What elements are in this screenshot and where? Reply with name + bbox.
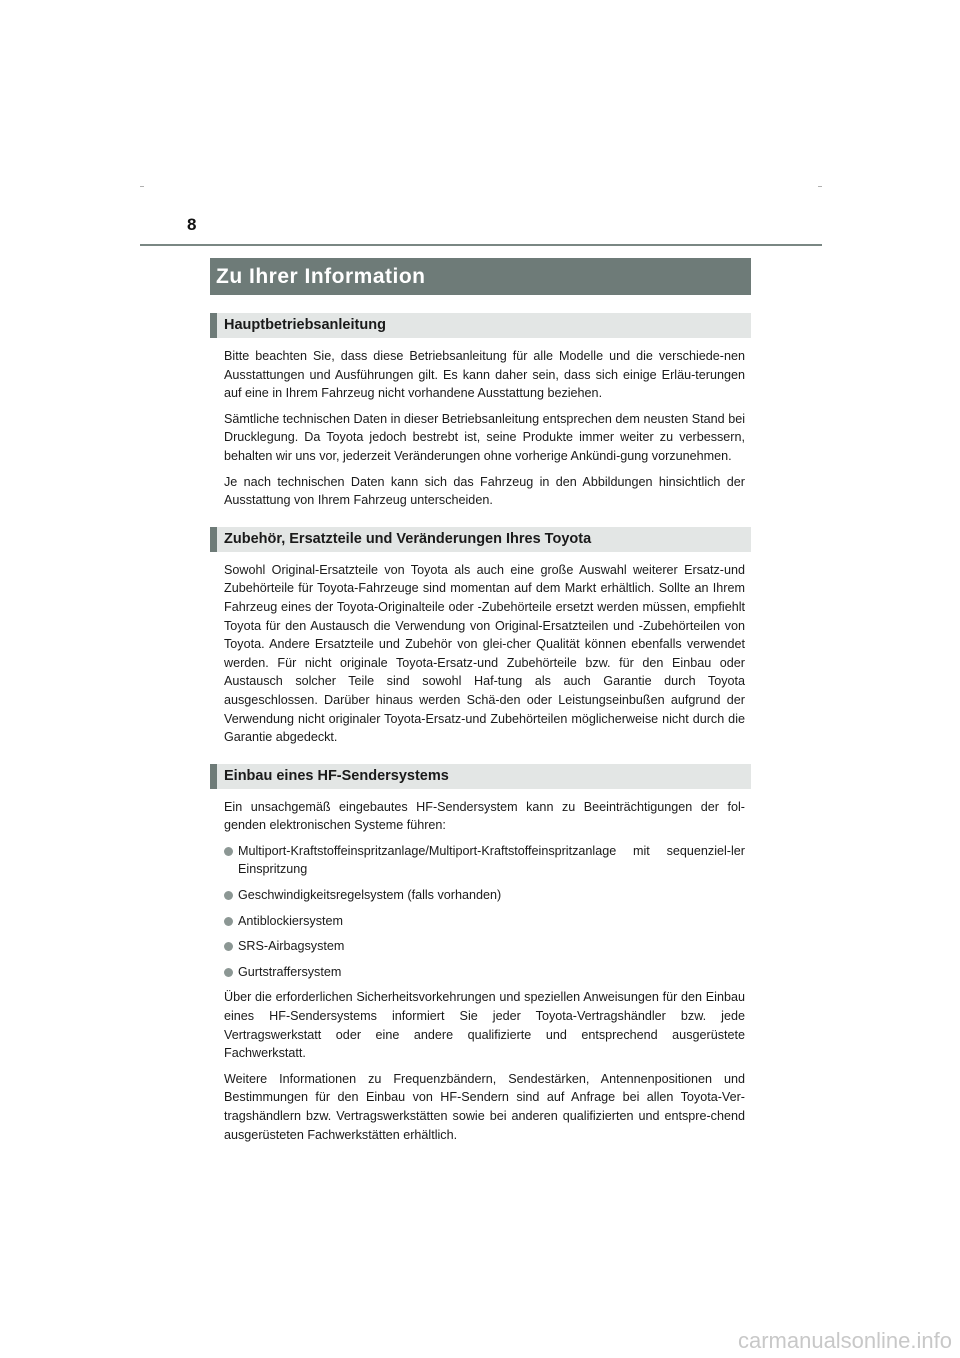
paragraph: Sämtliche technischen Daten in dieser Betriebsanleitung entsprechen dem neusten Stand bei Drucklegung. Da Toyota jedoch bestrebt ist, seine Produkte immer weiter zu verbessern, behalten wir uns vor, jederzeit Veränderungen ohne vorherige Ankündi-gung vorzunehmen.	[224, 411, 745, 463]
list-item	[224, 963, 745, 982]
bullet-icon	[224, 917, 233, 926]
page-title: Zu Ihrer Information	[210, 258, 751, 295]
page-content	[210, 258, 751, 1151]
crop-mark-left	[140, 186, 144, 187]
list-item-text: Gurtstraffersystem	[238, 964, 342, 979]
bullet-icon	[224, 891, 233, 900]
section-header-zubehoer: Zubehör, Ersatzteile und Veränderungen Ihres Toyota	[210, 527, 751, 552]
list-item-text: Multiport-Kraftstoffeinspritzanlage/Multiport-Kraftstoffeinspritzanlage mit sequenziel-ler Einspritzung	[238, 843, 745, 877]
list-item	[224, 886, 745, 905]
paragraph: Ein unsachgemäß eingebautes HF-Sendersystem kann zu Beeinträchtigungen der fol-genden elektronischen Systeme führen:	[224, 799, 745, 833]
list-item	[224, 912, 745, 931]
watermark: carmanualsonline.info	[737, 1328, 952, 1353]
crop-mark-right	[818, 186, 822, 187]
header-rule	[140, 244, 822, 246]
paragraph: Sowohl Original-Ersatzteile von Toyota als auch eine große Auswahl weiterer Ersatz-und Zubehörteile für Toyota-Fahrzeuge sind momentan auf dem Markt erhältlich. Sollte an Ihrem Fahrzeug eines der Toyota-Originalteile oder -Zubehörteile ersetzt werden müssen, empfiehlt Toyota für den Austausch die Verwendung von Original-Ersatzteilen und -Zubehörteilen von Toyota. Andere Ersatzteile und Zubehör von glei-cher Qualität können ebenfalls verwendet werden. Für nicht originale Toyota-Ersatz-und Zubehörteile bzw. für den Einbau oder Austausch solcher Teile sind sowohl Haf-tung als auch Garantie durch Toyota ausgeschlossen. Darüber hinaus werden Schä-den oder Leistungseinbußen aufgrund der Verwendung nicht originaler Toyota-Ersatz-und Zubehörteilen möglicherweise nicht durch die Garantie abgedeckt.	[224, 562, 745, 745]
bullet-icon	[224, 942, 233, 951]
list-item-text: Geschwindigkeitsregelsystem (falls vorhanden)	[238, 888, 502, 903]
section-body-zubehoer	[210, 561, 751, 747]
list-item	[224, 842, 745, 879]
section-header-hauptbetriebsanleitung: Hauptbetriebsanleitung	[210, 313, 751, 338]
paragraph: Über die erforderlichen Sicherheitsvorkehrungen und speziellen Anweisungen für den Einbau eines HF-Sendersystems informiert Sie jeder Toyota-Vertragshändler bzw. jede Vertragswerkstatt oder eine andere qualifizierte und entsprechend ausgerüstete Fachwerkstatt.	[224, 990, 745, 1061]
bullet-icon	[224, 847, 233, 856]
bullet-icon	[224, 968, 233, 977]
paragraph: Je nach technischen Daten kann sich das Fahrzeug in den Abbildungen hinsichtlich der Ausstattung von Ihrem Fahrzeug unterscheiden.	[224, 474, 745, 508]
paragraph: Weitere Informationen zu Frequenzbändern, Sendestärken, Antennenpositionen und Bestimmungen für den Einbau von HF-Sendern sind auf Anfrage bei allen Toyota-Ver-tragshändlern bzw. Vertragswerkstätten sowie bei anderen qualifizierten und entspre-chend ausgerüsteten Fachwerkstätten erhältlich.	[224, 1071, 745, 1142]
section-body-hf-sendersystem	[210, 798, 751, 1145]
list-item	[224, 937, 745, 956]
paragraph: Bitte beachten Sie, dass diese Betriebsanleitung für alle Modelle und die verschiede-nen Ausstattungen und Ausführungen gilt. Es kann daher sein, dass sich einige Erläu-terungen auf eine in Ihrem Fahrzeug nicht vorhandene Ausstattung beziehen.	[224, 349, 745, 401]
list-item-text: SRS-Airbagsystem	[238, 939, 345, 954]
section-header-hf-sendersystem: Einbau eines HF-Sendersystems	[210, 764, 751, 789]
section-body-hauptbetriebsanleitung	[210, 347, 751, 510]
page-number: 8	[187, 215, 197, 234]
list-item-text: Antiblockiersystem	[238, 913, 343, 928]
